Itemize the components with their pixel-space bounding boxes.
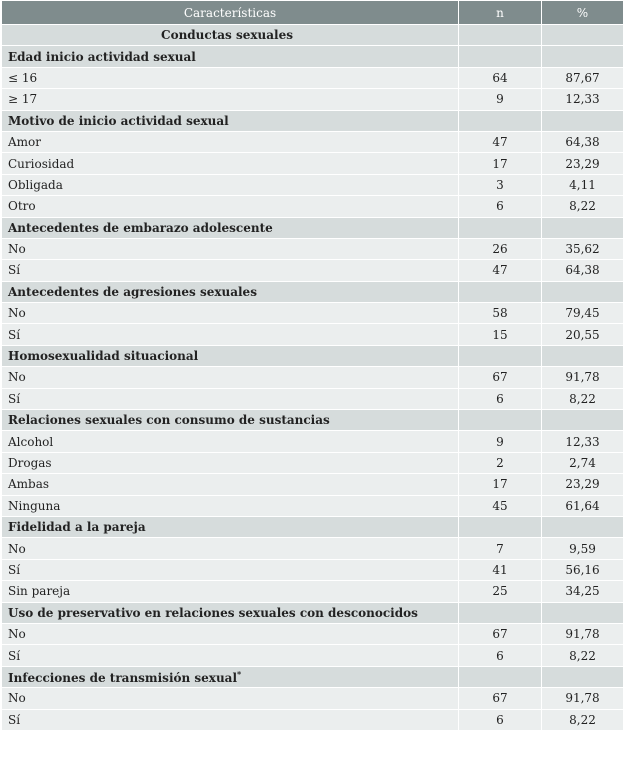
row-label: ≥ 17 bbox=[2, 89, 459, 110]
row-label: Amor bbox=[2, 131, 459, 152]
empty-cell bbox=[459, 281, 542, 302]
row-n-value: 3 bbox=[459, 174, 542, 195]
empty-cell bbox=[542, 25, 624, 46]
empty-cell bbox=[459, 46, 542, 67]
section-title bbox=[2, 281, 459, 302]
section-title-text: Motivo de inicio actividad sexual bbox=[8, 113, 229, 128]
empty-cell bbox=[542, 666, 624, 687]
row-percent-value: 91,78 bbox=[542, 688, 624, 709]
row-percent-value: 8,22 bbox=[542, 196, 624, 217]
row-percent-value: 8,22 bbox=[542, 645, 624, 666]
row-percent-value: 23,29 bbox=[542, 474, 624, 495]
row-n-value: 41 bbox=[459, 559, 542, 580]
section-title-text: Relaciones sexuales con consumo de sustancias bbox=[8, 413, 330, 428]
empty-cell bbox=[459, 410, 542, 431]
row-label: Sí bbox=[2, 559, 459, 580]
row-percent-value: 35,62 bbox=[542, 238, 624, 259]
row-label: ≤ 16 bbox=[2, 67, 459, 88]
table-row bbox=[2, 581, 624, 602]
row-label: Sí bbox=[2, 260, 459, 281]
characteristics-table bbox=[1, 0, 624, 731]
table-row bbox=[2, 196, 624, 217]
row-percent-value: 61,64 bbox=[542, 495, 624, 516]
row-n-value: 26 bbox=[459, 238, 542, 259]
table-body bbox=[2, 25, 624, 731]
row-n-value: 6 bbox=[459, 196, 542, 217]
section-header-row bbox=[2, 281, 624, 302]
table-row bbox=[2, 324, 624, 345]
empty-cell bbox=[459, 217, 542, 238]
section-header-row bbox=[2, 666, 624, 687]
row-n-value: 25 bbox=[459, 581, 542, 602]
table-row bbox=[2, 495, 624, 516]
row-label: Ninguna bbox=[2, 495, 459, 516]
row-n-value: 17 bbox=[459, 153, 542, 174]
section-header-row bbox=[2, 410, 624, 431]
section-header-row bbox=[2, 217, 624, 238]
row-n-value: 45 bbox=[459, 495, 542, 516]
section-title-text: Antecedentes de agresiones sexuales bbox=[8, 284, 257, 299]
table-row bbox=[2, 174, 624, 195]
footnote-mark: * bbox=[237, 668, 242, 679]
table-row bbox=[2, 452, 624, 473]
table-row bbox=[2, 367, 624, 388]
row-percent-value: 20,55 bbox=[542, 324, 624, 345]
empty-cell bbox=[542, 281, 624, 302]
section-title-text: Antecedentes de embarazo adolescente bbox=[8, 220, 273, 235]
section-header-row bbox=[2, 46, 624, 67]
row-n-value: 47 bbox=[459, 131, 542, 152]
row-percent-value: 34,25 bbox=[542, 581, 624, 602]
row-percent-value: 9,59 bbox=[542, 538, 624, 559]
row-n-value: 58 bbox=[459, 303, 542, 324]
row-percent-value: 4,11 bbox=[542, 174, 624, 195]
row-n-value: 6 bbox=[459, 709, 542, 730]
row-percent-value: 87,67 bbox=[542, 67, 624, 88]
row-percent-value: 2,74 bbox=[542, 452, 624, 473]
empty-cell bbox=[459, 666, 542, 687]
header-percent: % bbox=[542, 1, 624, 25]
row-label: Sí bbox=[2, 645, 459, 666]
row-label: Ambas bbox=[2, 474, 459, 495]
empty-cell bbox=[542, 516, 624, 537]
table-row bbox=[2, 431, 624, 452]
empty-cell bbox=[459, 110, 542, 131]
row-n-value: 2 bbox=[459, 452, 542, 473]
row-label: No bbox=[2, 688, 459, 709]
header-row bbox=[2, 1, 624, 25]
section-title-text: Homosexualidad situacional bbox=[8, 349, 199, 364]
empty-cell bbox=[459, 602, 542, 623]
table-row bbox=[2, 153, 624, 174]
empty-cell bbox=[459, 516, 542, 537]
row-n-value: 7 bbox=[459, 538, 542, 559]
row-n-value: 67 bbox=[459, 367, 542, 388]
table-row bbox=[2, 645, 624, 666]
section-title bbox=[2, 345, 459, 366]
row-n-value: 17 bbox=[459, 474, 542, 495]
row-n-value: 67 bbox=[459, 688, 542, 709]
row-percent-value: 64,38 bbox=[542, 131, 624, 152]
empty-cell bbox=[542, 110, 624, 131]
table-row bbox=[2, 688, 624, 709]
row-label: No bbox=[2, 303, 459, 324]
empty-cell bbox=[542, 602, 624, 623]
table-row bbox=[2, 559, 624, 580]
row-label: Sí bbox=[2, 324, 459, 345]
table-row bbox=[2, 260, 624, 281]
row-label: No bbox=[2, 538, 459, 559]
empty-cell bbox=[459, 25, 542, 46]
section-title bbox=[2, 217, 459, 238]
row-percent-value: 79,45 bbox=[542, 303, 624, 324]
row-label: Sí bbox=[2, 709, 459, 730]
table-row bbox=[2, 709, 624, 730]
row-label: No bbox=[2, 238, 459, 259]
empty-cell bbox=[542, 46, 624, 67]
table-row bbox=[2, 131, 624, 152]
section-title bbox=[2, 666, 459, 687]
row-percent-value: 23,29 bbox=[542, 153, 624, 174]
section-title bbox=[2, 410, 459, 431]
section-title bbox=[2, 602, 459, 623]
table-row bbox=[2, 538, 624, 559]
empty-cell bbox=[542, 345, 624, 366]
section-header-row bbox=[2, 110, 624, 131]
row-label: Otro bbox=[2, 196, 459, 217]
section-title-text: Fidelidad a la pareja bbox=[8, 520, 146, 535]
row-label: Sin pareja bbox=[2, 581, 459, 602]
row-percent-value: 12,33 bbox=[542, 431, 624, 452]
row-label: Sí bbox=[2, 388, 459, 409]
section-title-text: Infecciones de transmisión sexual bbox=[8, 670, 238, 685]
section-title-text: Edad inicio actividad sexual bbox=[8, 49, 196, 64]
empty-cell bbox=[542, 217, 624, 238]
table-row bbox=[2, 388, 624, 409]
section-header-row bbox=[2, 345, 624, 366]
table-row bbox=[2, 67, 624, 88]
table-row bbox=[2, 238, 624, 259]
row-label: No bbox=[2, 367, 459, 388]
subtitle-label: Conductas sexuales bbox=[2, 25, 459, 46]
row-label: No bbox=[2, 623, 459, 644]
row-n-value: 6 bbox=[459, 388, 542, 409]
table-row bbox=[2, 623, 624, 644]
row-percent-value: 91,78 bbox=[542, 623, 624, 644]
table-row bbox=[2, 474, 624, 495]
row-n-value: 67 bbox=[459, 623, 542, 644]
row-n-value: 6 bbox=[459, 645, 542, 666]
section-title bbox=[2, 46, 459, 67]
row-n-value: 15 bbox=[459, 324, 542, 345]
row-label: Obligada bbox=[2, 174, 459, 195]
row-percent-value: 8,22 bbox=[542, 709, 624, 730]
row-percent-value: 91,78 bbox=[542, 367, 624, 388]
section-title bbox=[2, 110, 459, 131]
row-label: Alcohol bbox=[2, 431, 459, 452]
row-n-value: 47 bbox=[459, 260, 542, 281]
section-title bbox=[2, 516, 459, 537]
section-title-text: Uso de preservativo en relaciones sexuales con desconocidos bbox=[8, 605, 418, 620]
row-n-value: 9 bbox=[459, 431, 542, 452]
row-label: Curiosidad bbox=[2, 153, 459, 174]
subtitle-row bbox=[2, 25, 624, 46]
row-percent-value: 64,38 bbox=[542, 260, 624, 281]
empty-cell bbox=[542, 410, 624, 431]
row-percent-value: 56,16 bbox=[542, 559, 624, 580]
row-n-value: 64 bbox=[459, 67, 542, 88]
row-percent-value: 12,33 bbox=[542, 89, 624, 110]
row-n-value: 9 bbox=[459, 89, 542, 110]
header-characteristics: Características bbox=[2, 1, 459, 25]
row-label: Drogas bbox=[2, 452, 459, 473]
section-header-row bbox=[2, 602, 624, 623]
section-header-row bbox=[2, 516, 624, 537]
table-row bbox=[2, 89, 624, 110]
row-percent-value: 8,22 bbox=[542, 388, 624, 409]
header-n: n bbox=[459, 1, 542, 25]
empty-cell bbox=[459, 345, 542, 366]
table-row bbox=[2, 303, 624, 324]
